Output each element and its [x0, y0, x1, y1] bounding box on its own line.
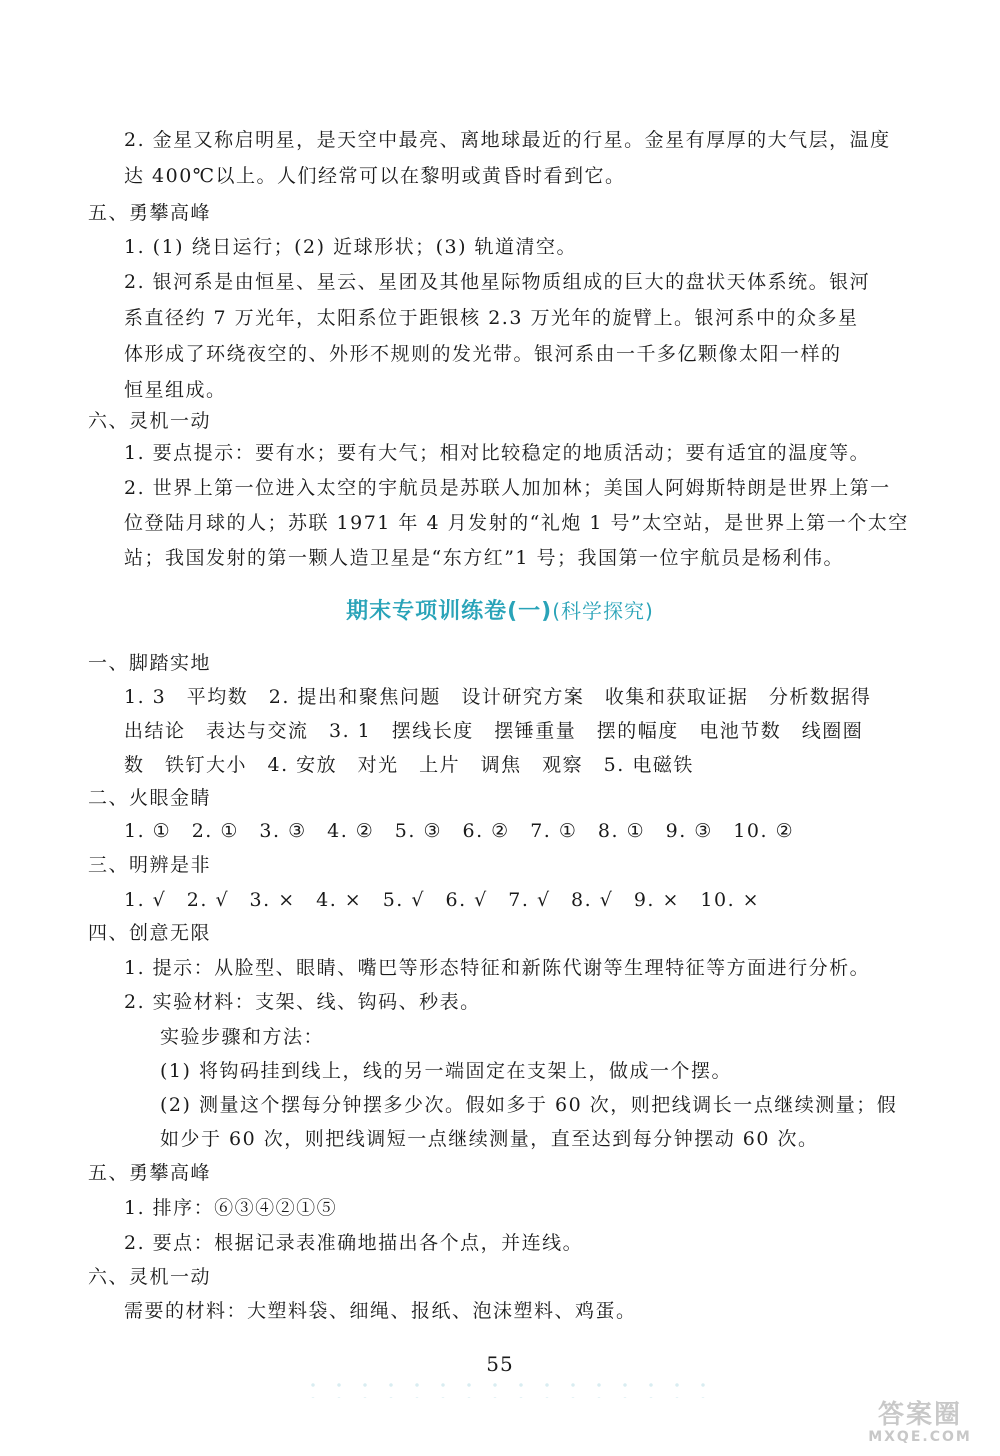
text-line: 出结论 表达与交流 3. 1 摆线长度 摆锤重量 摆的幅度 电池节数 线圈圈: [124, 720, 864, 742]
watermark-logo: [850, 1396, 990, 1450]
text-line: 如少于 60 次，则把线调短一点继续测量，直至达到每分钟摆动 60 次。: [160, 1128, 819, 1150]
text-line: 1. 3 平均数 2. 提出和聚焦问题 设计研究方案 收集和获取证据 分析数据得: [124, 686, 872, 708]
section-heading: 二、火眼金睛: [88, 787, 212, 809]
page-number: 55: [486, 1352, 514, 1376]
text-line: 站；我国发射的第一颗人造卫星是“东方红”1 号；我国第一位宇航员是杨利伟。: [124, 547, 845, 569]
section-title-sub: (科学探究): [552, 599, 654, 623]
text-line: 1. ① 2. ① 3. ③ 4. ② 5. ③ 6. ② 7. ① 8. ① 9. ③ 10. ②: [124, 820, 795, 842]
section-heading: 六、灵机一动: [88, 410, 212, 432]
text-line: 2. 实验材料：支架、线、钩码、秒表。: [124, 991, 481, 1013]
text-line: 达 400℃以上。人们经常可以在黎明或黄昏时看到它。: [124, 165, 626, 187]
section-title-main: 期末专项训练卷(一): [346, 599, 553, 624]
watermark-title: 答案圈: [877, 1400, 962, 1430]
decorative-dots: [300, 1378, 720, 1398]
text-line: 2. 世界上第一位进入太空的宇航员是苏联人加加林；美国人阿姆斯特朗是世界上第一: [124, 477, 891, 499]
text-line: 2. 要点：根据记录表准确地描出各个点，并连线。: [124, 1232, 584, 1254]
text-line: 体形成了环绕夜空的、外形不规则的发光带。银河系由一千多亿颗像太阳一样的: [124, 343, 842, 365]
section-heading: 五、勇攀高峰: [88, 1162, 212, 1184]
text-line: 需要的材料：大塑料袋、细绳、报纸、泡沫塑料、鸡蛋。: [124, 1300, 637, 1322]
text-line: 恒星组成。: [124, 379, 227, 401]
section-heading: 五、勇攀高峰: [88, 202, 212, 224]
text-line: 数 铁钉大小 4. 安放 对光 上片 调焦 观察 5. 电磁铁: [124, 754, 694, 776]
text-line: (2) 测量这个摆每分钟摆多少次。假如多于 60 次，则把线调长一点继续测量；假: [160, 1094, 898, 1116]
section-heading: 三、明辨是非: [88, 854, 212, 876]
section-title: [0, 594, 1000, 625]
text-line: 1. 排序：⑥③④②①⑤: [124, 1197, 338, 1219]
text-line: 2. 银河系是由恒星、星云、星团及其他星际物质组成的巨大的盘状天体系统。银河: [124, 271, 871, 293]
section-heading: 四、创意无限: [88, 922, 212, 944]
text-line: 1. 提示：从脸型、眼睛、嘴巴等形态特征和新陈代谢等生理特征等方面进行分析。: [124, 957, 871, 979]
text-line: 实验步骤和方法：: [160, 1026, 325, 1048]
text-line: 1. 要点提示：要有水；要有大气；相对比较稳定的地质活动；要有适宜的温度等。: [124, 442, 871, 464]
text-line: 1. (1) 绕日运行；(2) 近球形状；(3) 轨道清空。: [124, 236, 578, 258]
text-line: 1. √ 2. √ 3. × 4. × 5. √ 6. √ 7. √ 8. √ 9. × 10. ×: [124, 889, 761, 911]
watermark-url: MXQE.COM: [868, 1429, 972, 1445]
text-line: (1) 将钩码挂到线上，线的另一端固定在支架上，做成一个摆。: [160, 1060, 732, 1082]
text-line: 系直径约 7 万光年，太阳系位于距银核 2.3 万光年的旋臂上。银河系中的众多星: [124, 307, 859, 329]
text-line: 2. 金星又称启明星，是天空中最亮、离地球最近的行星。金星有厚厚的大气层，温度: [124, 129, 891, 151]
section-heading: 一、脚踏实地: [88, 652, 212, 674]
section-heading: 六、灵机一动: [88, 1266, 212, 1288]
text-line: 位登陆月球的人；苏联 1971 年 4 月发射的“礼炮 1 号”太空站，是世界上第一个太空: [124, 512, 909, 534]
